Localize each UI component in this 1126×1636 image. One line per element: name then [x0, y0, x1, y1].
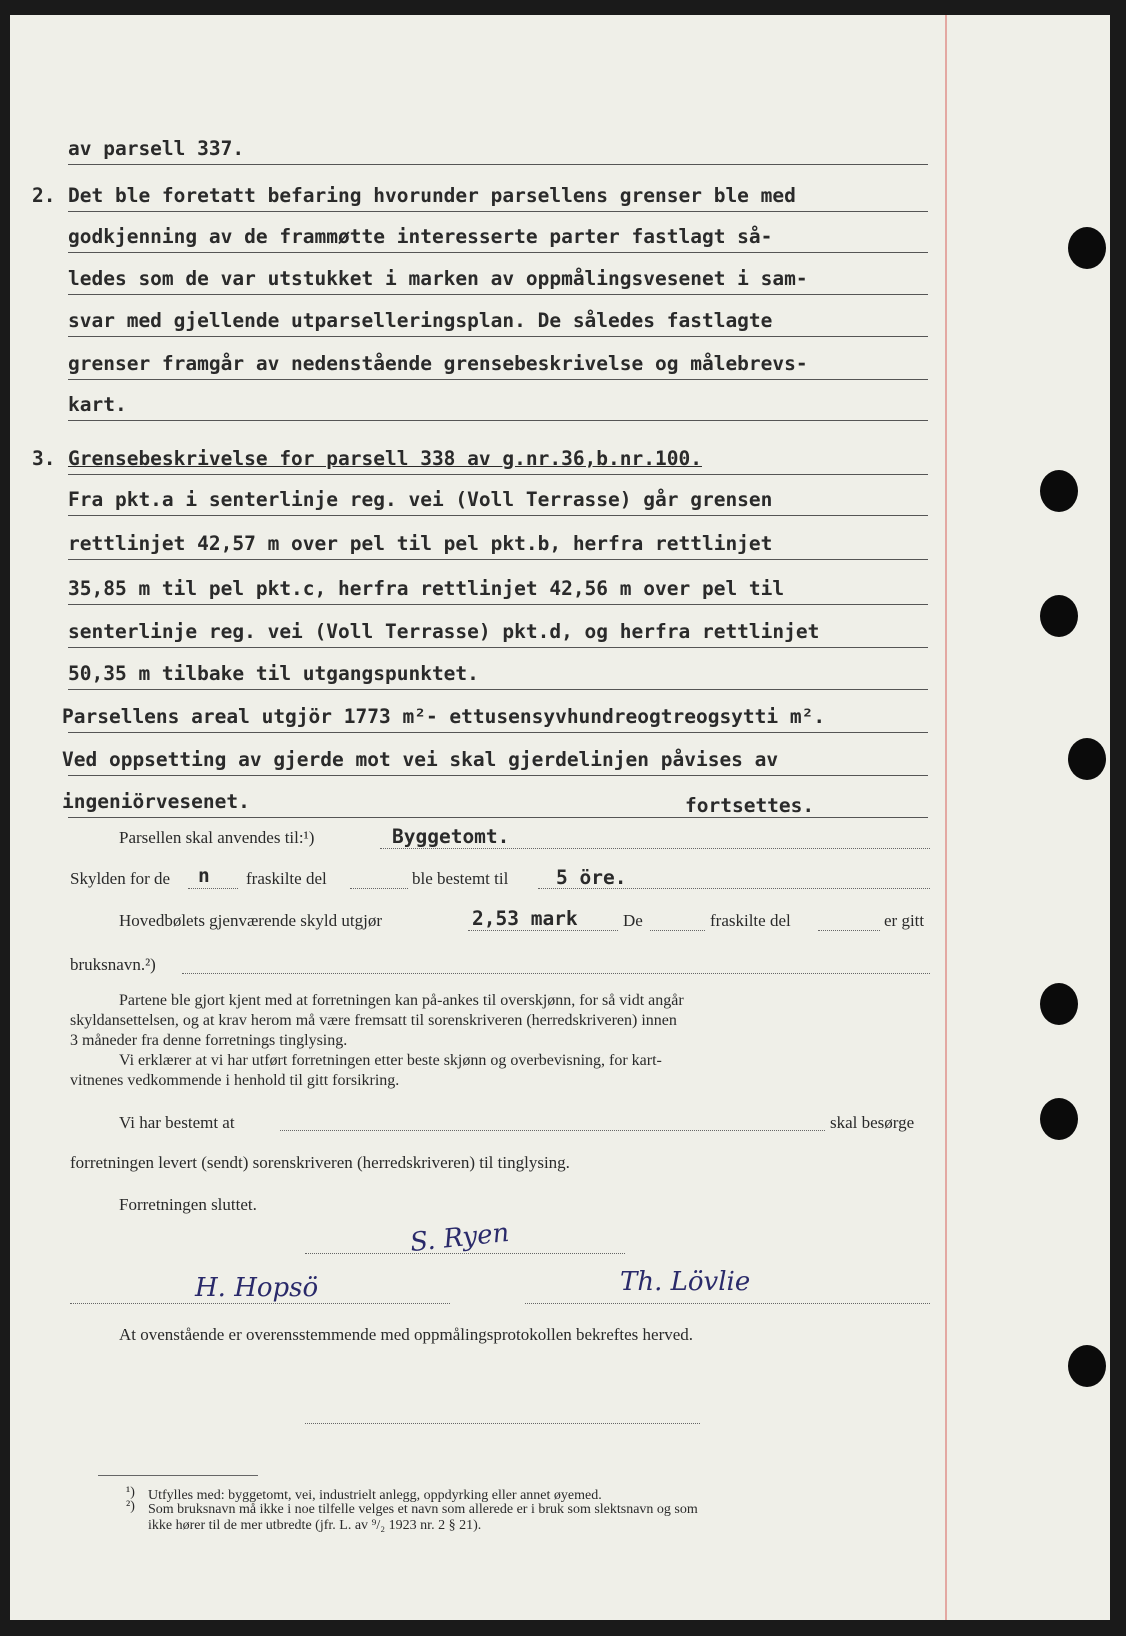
main-value: 2,53 mark: [472, 907, 578, 930]
item-number: 2.: [32, 184, 56, 207]
fill-line: [280, 1130, 825, 1131]
signature-right: Th. Lövlie: [620, 1267, 751, 1297]
typed-line: svar med gjellende utparselleringsplan. De således fastlagte: [68, 309, 773, 332]
ruled-line: [68, 559, 928, 560]
punch-hole: [1040, 595, 1078, 637]
fill-line: [538, 888, 930, 889]
typed-line: Ved oppsetting av gjerde mot vei skal gjerdelinjen påvises av: [62, 748, 779, 771]
typed-line: ingeniörvesenet.: [62, 790, 250, 813]
fill-line: [188, 888, 238, 889]
signature-line: [305, 1423, 700, 1424]
footnote-2: Som bruksnavn må ikke i noe tilfelle velges et navn som allerede er i bruk som slektsnavn og som: [148, 1502, 698, 1517]
signature-top: S. Ryen: [408, 1217, 511, 1259]
continues-note: fortsettes.: [685, 794, 815, 817]
ruled-line: [68, 775, 928, 776]
fill-line: [468, 930, 618, 931]
punch-hole: [1068, 227, 1106, 269]
typed-line: av parsell 337.: [68, 137, 245, 160]
typed-line: rettlinjet 42,57 m over pel til pel pkt.b, herfra rettlinjet: [68, 532, 773, 555]
signature-left: H. Hopsö: [195, 1273, 319, 1303]
ruled-line: [68, 211, 928, 212]
typed-line: kart.: [68, 393, 127, 416]
signature-line: [70, 1303, 450, 1304]
ruled-line: [68, 474, 928, 475]
ruled-line: [68, 252, 928, 253]
typed-line: Det ble foretatt befaring hvorunder parsellens grenser ble med: [68, 184, 796, 207]
footnote-mark: ¹): [126, 1485, 135, 1500]
confirm-line: At ovenstående er overensstemmende med oppmålingsprotokollen bekreftes herved.: [119, 1325, 694, 1344]
ruled-line: [68, 294, 928, 295]
ruled-line: [68, 817, 928, 818]
ruled-line: [68, 515, 928, 516]
sluttet-label: Forretningen sluttet.: [119, 1195, 257, 1214]
besorge-label: skal besørge: [830, 1113, 915, 1132]
paragraph-line: skyldansettelsen, og at krav herom må være fremsatt til sorenskriveren (herredskriveren) innen: [70, 1012, 677, 1029]
ruled-line: [68, 604, 928, 605]
ruled-line: [68, 164, 928, 165]
fill-line: [350, 888, 408, 889]
area-line: Parsellens areal utgjör 1773 m²- ettusensyvhundreogtreogsytti m².: [62, 705, 826, 728]
ruled-line: [68, 689, 928, 690]
tax-label: fraskilte del: [246, 869, 327, 888]
typed-line: Grensebeskrivelse for parsell 338 av g.nr.36,b.nr.100.: [68, 447, 702, 470]
item-number: 3.: [32, 447, 56, 470]
main-label: fraskilte del: [710, 911, 791, 930]
punch-hole: [1040, 1098, 1078, 1140]
punch-hole: [1040, 983, 1078, 1025]
tax-fill: n: [198, 864, 210, 887]
usage-value: Byggetomt.: [392, 825, 510, 848]
typed-line: 50,35 m tilbake til utgangspunktet.: [68, 662, 479, 685]
usage-label: Parsellen skal anvendes til:¹): [119, 828, 315, 847]
typed-line: 35,85 m til pel pkt.c, herfra rettlinjet 42,56 m over pel til: [68, 577, 785, 600]
levert-line: forretningen levert (sendt) sorenskriveren (herredskriveren) til tinglysing.: [70, 1153, 570, 1172]
punch-hole: [1068, 738, 1106, 780]
footnote-1: Utfylles med: byggetomt, vei, industrielt anlegg, oppdyrking eller annet øyemed.: [148, 1488, 602, 1503]
ruled-line: [68, 732, 928, 733]
fill-line: [818, 930, 880, 931]
ruled-line: [68, 647, 928, 648]
paragraph-line: vitnenes vedkommende i henhold til gitt forsikring.: [70, 1072, 400, 1089]
ruled-line: [68, 379, 928, 380]
main-label: Hovedbølets gjenværende skyld utgjør: [119, 911, 382, 930]
signature-line: [305, 1253, 625, 1254]
margin-line: [945, 15, 947, 1620]
document-page: [10, 15, 1110, 1620]
paragraph-line: Partene ble gjort kjent med at forretningen kan på-ankes til overskjønn, for så vidt angår: [119, 992, 684, 1009]
ruled-line: [68, 420, 928, 421]
footnote-rule: [98, 1475, 258, 1476]
main-label: De: [623, 911, 643, 930]
typed-line: grenser framgår av nedenstående grensebeskrivelse og målebrevs-: [68, 352, 808, 375]
fill-line: [182, 973, 930, 974]
tax-label: Skylden for de: [70, 869, 171, 888]
ruled-line: [68, 336, 928, 337]
typed-line: Fra pkt.a i senterlinje reg. vei (Voll Terrasse) går grensen: [68, 488, 773, 511]
punch-hole: [1040, 470, 1078, 512]
typed-line: ledes som de var utstukket i marken av oppmålingsvesenet i sam-: [68, 267, 808, 290]
tax-value: 5 öre.: [556, 866, 627, 889]
tax-label: ble bestemt til: [412, 869, 509, 888]
footnote-2-cont: ikke hører til de mer utbredte (jfr. L. av ⁹/₂ 1923 nr. 2 § 21).: [148, 1518, 482, 1533]
paragraph-line: Vi erklærer at vi har utført forretningen etter beste skjønn og overbevisning, for kart-: [119, 1052, 662, 1069]
main-label: er gitt: [884, 911, 925, 930]
fill-line: [650, 930, 705, 931]
signature-line: [525, 1303, 930, 1304]
typed-line: senterlinje reg. vei (Voll Terrasse) pkt.d, og herfra rettlinjet: [68, 620, 820, 643]
typed-line: godkjenning av de frammøtte interesserte parter fastlagt så-: [68, 225, 773, 248]
fill-line: [380, 848, 930, 849]
bruksnavn-label: bruksnavn.²): [70, 955, 156, 974]
punch-hole: [1068, 1345, 1106, 1387]
footnote-mark: ²): [126, 1499, 135, 1514]
bestemt-label: Vi har bestemt at: [119, 1113, 235, 1132]
paragraph-line: 3 måneder fra denne forretnings tinglysing.: [70, 1032, 348, 1049]
